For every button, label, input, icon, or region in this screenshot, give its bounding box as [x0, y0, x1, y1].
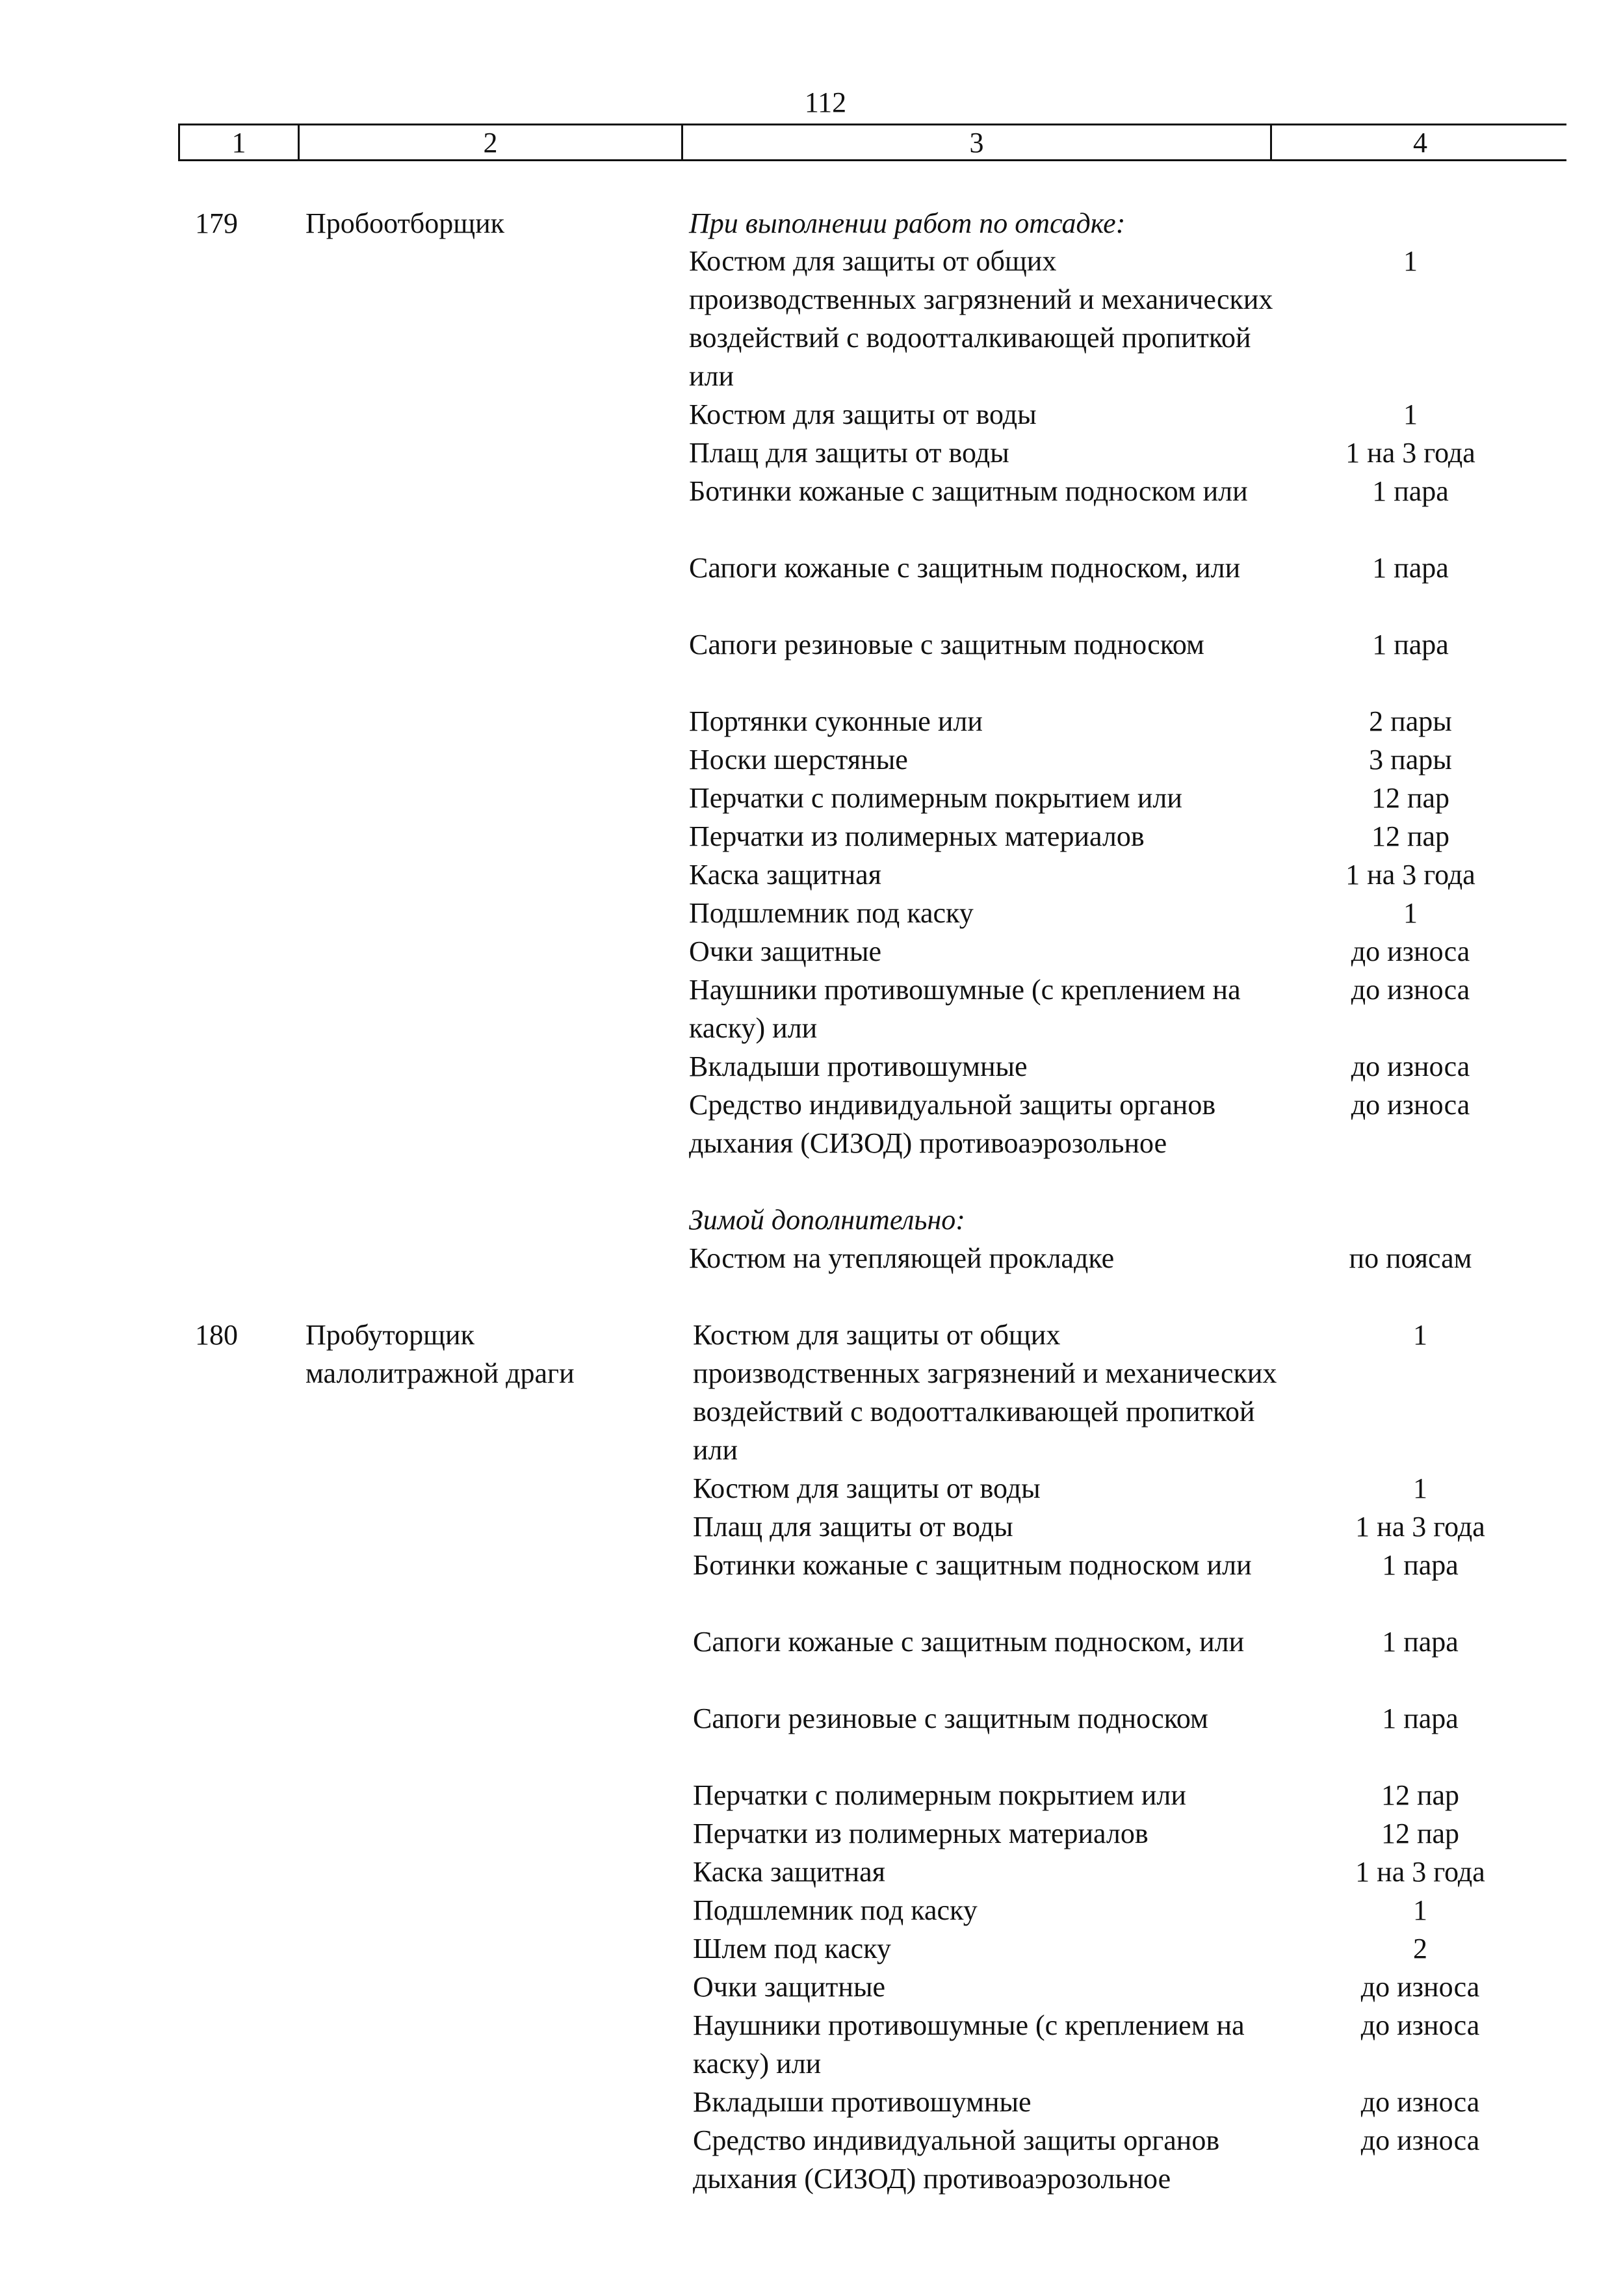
item-name: Сапоги резиновые с защитным подноском [689, 629, 1204, 660]
item-quantity: до износа [1360, 2086, 1480, 2118]
item-name: Ботинки кожаные с защитным подноском или [693, 1549, 1252, 1581]
item-name: Перчатки из полимерных материалов [693, 1818, 1149, 1849]
item-quantity: 12 пар [1371, 820, 1450, 852]
item-quantity: 12 пар [1381, 1818, 1460, 1849]
item-quantity: 1 на 3 года [1345, 437, 1475, 469]
item-quantity: до износа [1360, 1971, 1480, 2003]
item-quantity: 1 пара [1382, 1702, 1459, 1734]
item-name: Перчатки с полимерным покрытием или [693, 1779, 1186, 1811]
item-quantity: до износа [1351, 935, 1470, 967]
column-header-3: 3 [683, 125, 1272, 159]
item-quantity: 1 [1413, 1894, 1427, 1926]
item-quantity: 12 пар [1371, 782, 1450, 814]
section-note: При выполнении работ по отсадке: [689, 207, 1126, 239]
item-quantity: 1 на 3 года [1345, 859, 1475, 891]
entry-number: 180 [195, 1319, 238, 1351]
item-name: Подшлемник под каску [693, 1894, 978, 1926]
item-name: Портянки суконные или [689, 705, 983, 737]
item-name: Плащ для защиты от воды [693, 1511, 1013, 1543]
item-quantity: 2 [1413, 1933, 1427, 1964]
item-name: Перчатки с полимерным покрытием или [689, 782, 1182, 814]
entry-number: 179 [195, 207, 238, 239]
item-quantity: 1 [1403, 245, 1418, 277]
item-name: Средство индивидуальной защиты органов дыхания (СИЗОД) противоаэрозольное [693, 2124, 1220, 2195]
item-name: Очки защитные [693, 1971, 886, 2003]
page-number: 112 [804, 86, 847, 118]
item-name: Ботинки кожаные с защитным подноском или [689, 475, 1248, 507]
item-name: Сапоги резиновые с защитным подноском [693, 1702, 1208, 1734]
column-header-2: 2 [300, 125, 683, 159]
item-name: Перчатки из полимерных материалов [689, 820, 1145, 852]
item-name: Наушники противошумные (с креплением на каску) или [693, 2009, 1245, 2080]
item-name: Подшлемник под каску [689, 897, 974, 929]
item-name: Костюм для защиты от общих производственных загрязнений и механических воздействий с водоотталкивающей пропиткой или [689, 245, 1273, 392]
item-quantity: по поясам [1349, 1242, 1472, 1274]
item-name: Носки шерстяные [689, 744, 908, 776]
item-name: Плащ для защиты от воды [689, 437, 1009, 469]
item-quantity: 1 [1403, 897, 1418, 929]
item-quantity: до износа [1351, 1050, 1470, 1082]
item-quantity: 1 [1413, 1472, 1427, 1504]
item-name: Костюм на утепляющей прокладке [689, 1242, 1115, 1274]
item-name: Костюм для защиты от воды [693, 1472, 1041, 1504]
item-name: Вкладыши противошумные [689, 1050, 1028, 1082]
item-quantity: 1 пара [1372, 552, 1449, 584]
profession-name: Пробоотборщик [305, 207, 505, 239]
item-quantity: 1 пара [1372, 629, 1449, 660]
item-quantity: 1 [1413, 1319, 1427, 1351]
item-name: Каска защитная [693, 1856, 885, 1888]
section-note: Зимой дополнительно: [689, 1204, 965, 1236]
item-name: Сапоги кожаные с защитным подноском, или [693, 1626, 1245, 1658]
table-header [178, 124, 1566, 161]
column-header-4: 4 [1413, 127, 1427, 159]
column-header-1: 1 [180, 125, 300, 159]
item-name: Наушники противошумные (с креплением на каску) или [689, 974, 1241, 1044]
item-quantity: до износа [1360, 2124, 1480, 2156]
item-quantity: до износа [1351, 1089, 1470, 1121]
item-quantity: до износа [1351, 974, 1470, 1006]
item-quantity: 12 пар [1381, 1779, 1460, 1811]
item-name: Шлем под каску [693, 1933, 891, 1964]
item-quantity: 2 пары [1369, 705, 1452, 737]
item-name: Костюм для защиты от общих производственных загрязнений и механических воздействий с водоотталкивающей пропиткой или [693, 1319, 1277, 1466]
profession-name: Пробуторщик малолитражной драги [305, 1319, 575, 1389]
item-name: Очки защитные [689, 935, 882, 967]
item-quantity: 1 на 3 года [1355, 1856, 1485, 1888]
item-quantity: 1 [1403, 398, 1418, 430]
item-quantity: 1 пара [1382, 1549, 1459, 1581]
item-name: Каска защитная [689, 859, 881, 891]
item-quantity: 1 пара [1372, 475, 1449, 507]
item-quantity: до износа [1360, 2009, 1480, 2041]
item-name: Вкладыши противошумные [693, 2086, 1032, 2118]
item-quantity: 3 пары [1369, 744, 1452, 776]
item-quantity: 1 пара [1382, 1626, 1459, 1658]
item-quantity: 1 на 3 года [1355, 1511, 1485, 1543]
item-name: Сапоги кожаные с защитным подноском, или [689, 552, 1241, 584]
item-name: Средство индивидуальной защиты органов дыхания (СИЗОД) противоаэрозольное [689, 1089, 1216, 1159]
item-name: Костюм для защиты от воды [689, 398, 1037, 430]
